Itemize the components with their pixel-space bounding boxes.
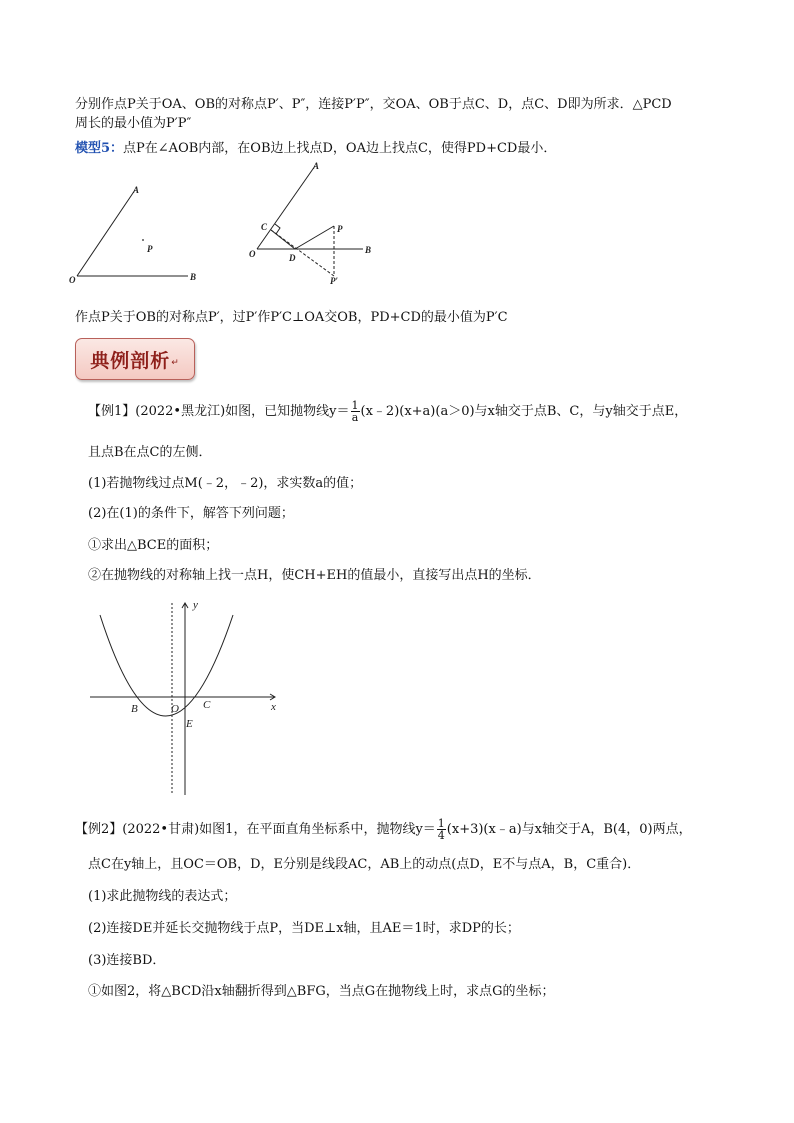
model5-label: 模型5： [75, 141, 124, 156]
label-d: D [289, 253, 296, 263]
model5-conclusion: 作点P关于OB的对称点P′，过P′作P′C⊥OA交OB，PD+CD的最小值为P′C [75, 310, 508, 325]
example2-q1: (1)求此抛物线的表达式； [88, 889, 237, 904]
label-c: C [203, 699, 211, 711]
right-angle-mark [275, 224, 280, 234]
label-o: O [69, 275, 76, 285]
example2-q3: (3)连接BD． [88, 953, 166, 968]
model5-statement [75, 140, 556, 158]
example1-rest: (x﹣2)(x+a)(a＞0)与x轴交于点B、C，与y轴交于点E， [360, 404, 688, 419]
example2-line2: 点C在y轴上，且OC＝OB，D，E分别是线段AC，AB上的动点(点D，E不与点A，B，C重合)． [88, 857, 641, 872]
section-title: 典例剖析 [90, 349, 171, 372]
label-b: B [190, 272, 197, 282]
parabola-curve [100, 615, 233, 716]
fraction-numerator: 1 [437, 817, 445, 830]
segment-cd [271, 230, 295, 249]
model4-text-line2: 周长的最小值为P′P″ [75, 116, 192, 131]
label-p-prime: P′ [330, 276, 339, 286]
model5-figure1 [65, 180, 215, 290]
example1-line2: 且点B在点C的左侧． [88, 445, 212, 460]
example2-q2: (2)连接DE并延长交抛物线于点P，当DE⊥x轴，且AE＝1时，求DP的长； [88, 921, 520, 936]
label-c: C [261, 222, 268, 232]
fraction-denominator: a [351, 411, 359, 424]
ray-oa [77, 190, 135, 276]
label-a: A [133, 185, 140, 195]
ray-oa [257, 166, 315, 249]
example2-line1 [75, 818, 692, 841]
section-badge [75, 338, 195, 380]
fraction [351, 400, 360, 423]
example1-q2b: ②在抛物线的对称轴上找一点H，使CH+EH的值最小，直接写出点H的坐标． [88, 568, 541, 583]
example2-rest: (x+3)(x﹣a)与x轴交于A，B(4，0)两点， [446, 822, 692, 837]
label-p: P [337, 224, 343, 234]
fraction-numerator: 1 [351, 399, 359, 412]
example2-q3a: ①如图2，将△BCD沿x轴翻折得到△BFG，当点G在抛物线上时，求点G的坐标； [88, 984, 555, 999]
model4-text-line1: 分别作点P关于OA、OB的对称点P′、P″，连接P′P″，交OA、OB于点C、D，点C、D即为所求．△PCD [75, 97, 672, 112]
label-y: y [193, 599, 198, 611]
fraction-denominator: 4 [437, 829, 445, 842]
example1-q1: (1)若抛物线过点M(﹣2，﹣2)，求实数a的值； [88, 476, 363, 491]
label-o: O [171, 703, 179, 715]
example1-intro: 【例1】(2022•黑龙江)如图，已知抛物线y＝ [88, 404, 350, 419]
model5-text: 点P在∠AOB内部，在OB边上找点D，OA边上找点C，使得PD+CD最小． [123, 141, 557, 156]
return-mark: ↵ [171, 358, 180, 368]
label-p: P [147, 244, 153, 254]
label-a: A [313, 161, 320, 171]
label-b: B [365, 245, 372, 255]
example2-intro: 【例2】(2022•甘肃)如图1，在平面直角坐标系中，抛物线y＝ [75, 822, 436, 837]
label-x: x [271, 701, 276, 713]
example1-parabola-graph [85, 595, 290, 800]
fraction [437, 818, 446, 841]
label-b: B [131, 703, 138, 715]
segment-dp [295, 226, 334, 249]
example1-q2a: ①求出△BCE的面积； [88, 538, 219, 553]
example1-line1 [88, 400, 687, 423]
segment-cp-dashed [271, 230, 334, 276]
label-o: O [249, 249, 256, 259]
label-e: E [186, 718, 193, 730]
point-p-dot [142, 239, 144, 241]
model5-figure2 [245, 158, 385, 288]
example1-q2: (2)在(1)的条件下，解答下列问题； [88, 506, 294, 521]
